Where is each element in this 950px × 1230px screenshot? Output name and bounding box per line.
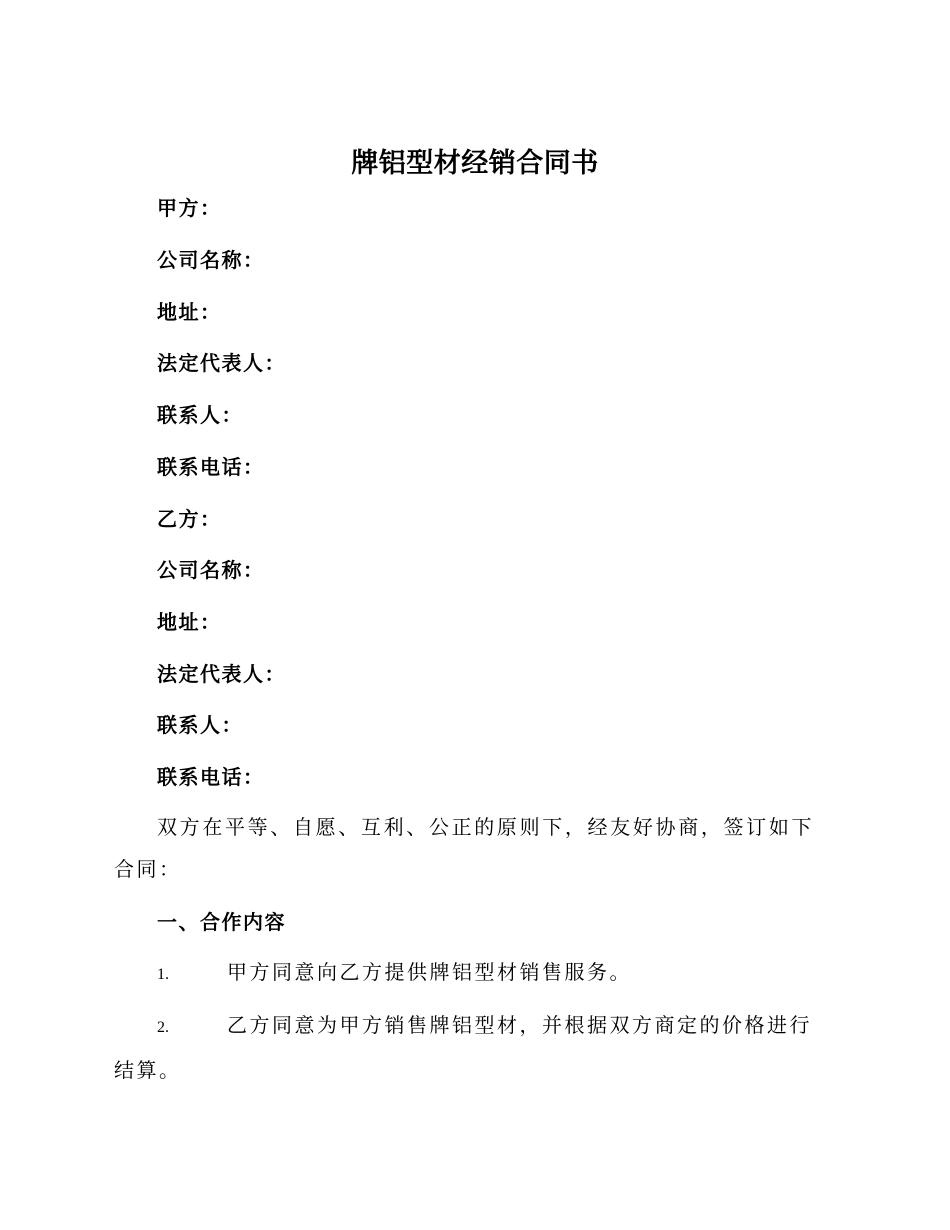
party-a-heading: 甲方： xyxy=(157,196,222,220)
item-number: 1. xyxy=(157,966,169,983)
section-1-item-1 xyxy=(114,951,814,996)
party-a-contact-person: 联系人： xyxy=(157,403,243,427)
party-b-contact-person: 联系人： xyxy=(157,713,243,737)
item-text: 乙方同意为甲方销售牌铝型材，并根据双方商定的价格进行结算。 xyxy=(114,1013,812,1082)
party-b-contact-phone: 联系电话： xyxy=(157,765,265,789)
party-a-contact-phone: 联系电话： xyxy=(157,455,265,479)
section-1-heading: 一、合作内容 xyxy=(157,910,286,934)
party-b-legal-representative: 法定代表人： xyxy=(157,662,286,686)
intro-paragraph: 双方在平等、自愿、互利、公正的原则下，经友好协商，签订如下合同： xyxy=(114,815,814,881)
section-1-item-2 xyxy=(114,1004,814,1091)
party-b-heading: 乙方： xyxy=(157,507,222,531)
party-a-address: 地址： xyxy=(157,300,222,324)
document-title: 牌铝型材经销合同书 xyxy=(351,148,599,179)
party-b-company-name: 公司名称： xyxy=(157,558,265,582)
party-b-address: 地址： xyxy=(157,610,222,634)
item-text: 甲方同意向乙方提供牌铝型材销售服务。 xyxy=(227,960,632,984)
party-a-company-name: 公司名称： xyxy=(157,248,265,272)
party-a-legal-representative: 法定代表人： xyxy=(157,351,286,375)
item-number: 2. xyxy=(157,1019,169,1036)
